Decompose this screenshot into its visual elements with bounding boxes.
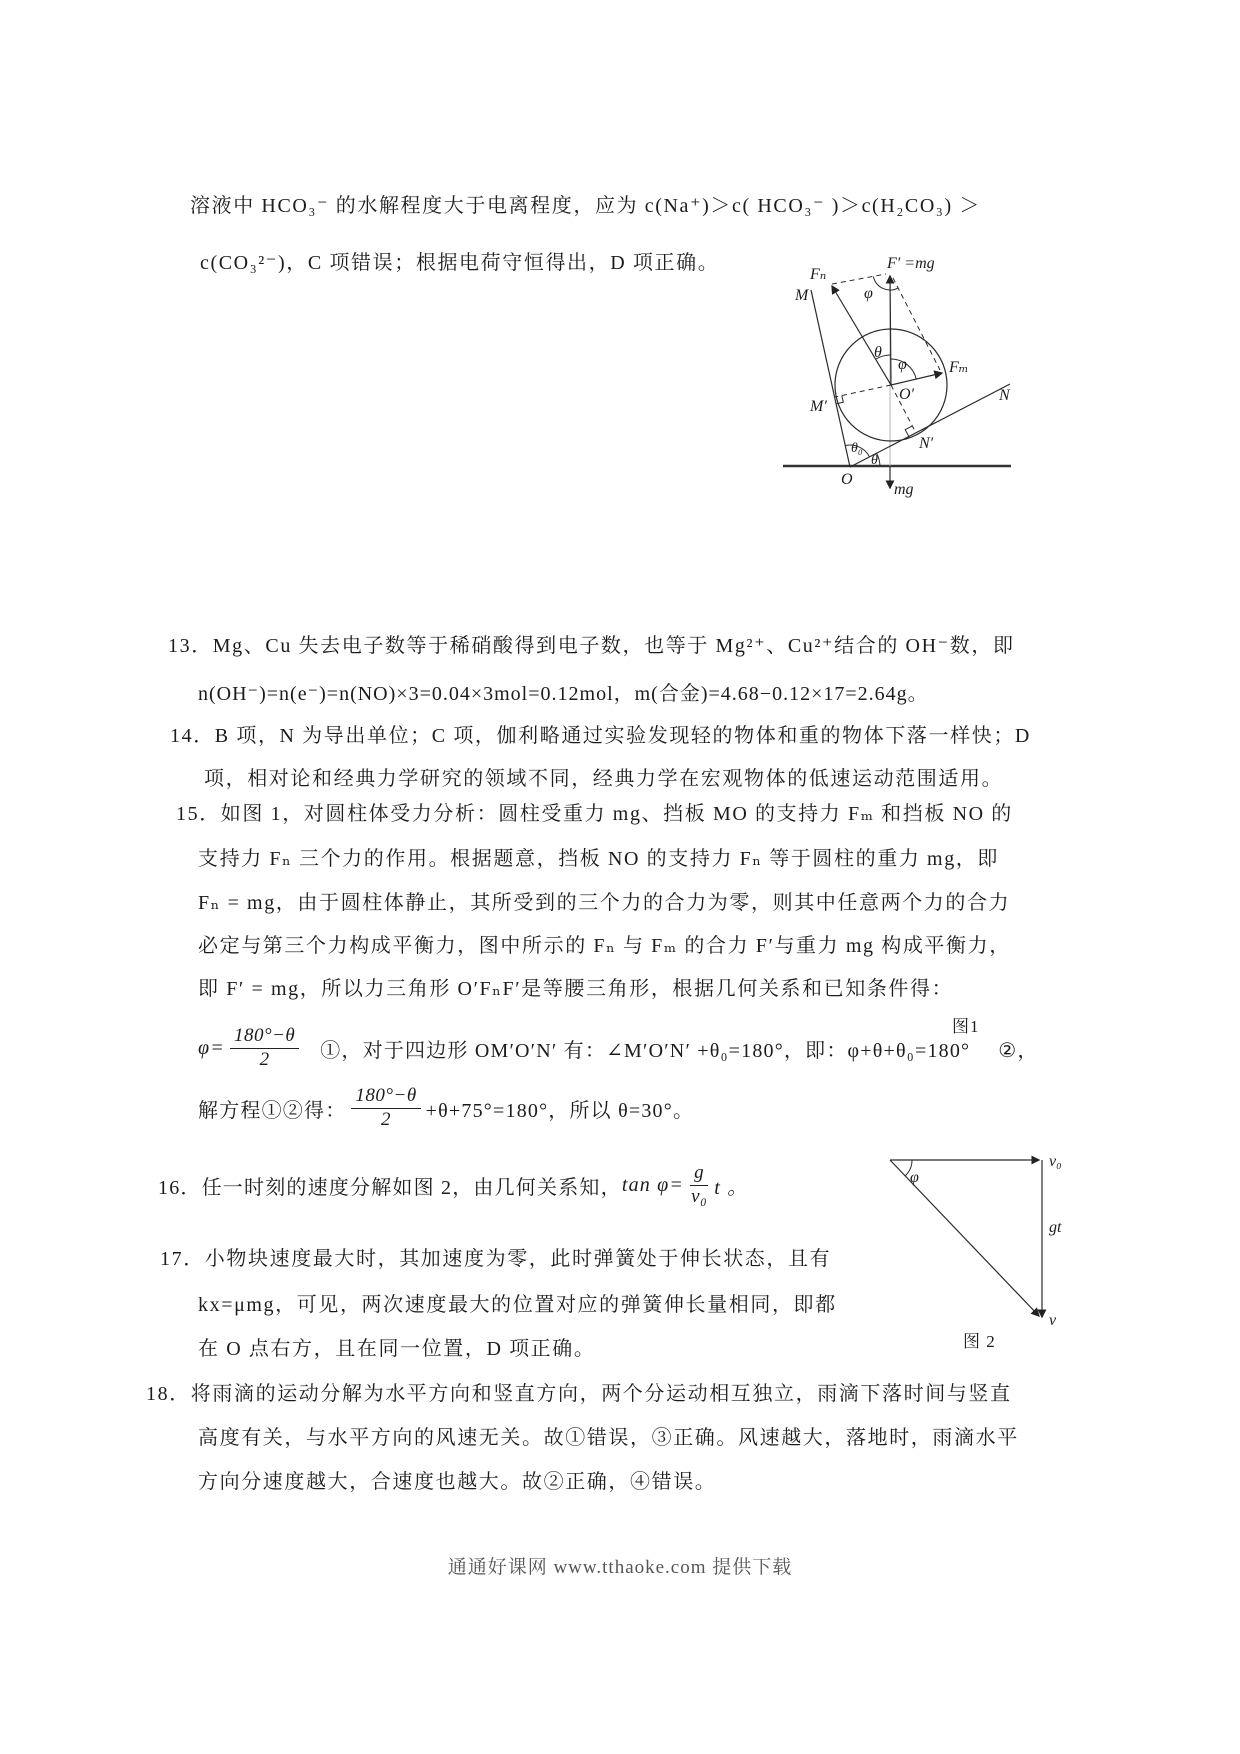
item-16-fraction: [689, 1162, 709, 1208]
fig1-label-M: M: [795, 287, 809, 304]
fig1-label-theta-top: θ: [874, 344, 882, 361]
item-16-line: [158, 1158, 748, 1212]
figure-2-caption: 图 2: [963, 1332, 996, 1351]
eq-fraction: [230, 1025, 299, 1071]
solve-fraction-denominator: 2: [381, 1108, 392, 1130]
fig1-label-theta0: θ₀: [851, 441, 863, 456]
fig2-label-phi: φ: [910, 1169, 919, 1186]
solve-suffix: +θ+75°=180°，所以 θ=30°。: [425, 1099, 695, 1122]
item-15-line-1: 15．如图 1，对圆柱体受力分析：圆柱受重力 mg、挡板 MO 的支持力 Fₘ 和挡板 NO 的: [176, 803, 1013, 825]
eq-middle-text: ①，对于四边形 OM′O′N′ 有：∠M′O′N′ +θ₀=180°，即：φ+θ+θ₀=180°: [320, 1039, 971, 1062]
item-15-line-4: 必定与第三个力构成平衡力，图中所示的 Fₙ 与 Fₘ 的合力 F′与重力 mg 构成平衡力，: [198, 935, 1011, 957]
item-16-tan-phi: tan φ=: [621, 1173, 685, 1196]
fig1-label-FN: Fₙ: [810, 266, 827, 283]
fig2-label-v0: v₀: [1049, 1153, 1062, 1170]
fig1-label-O-prime: O′: [899, 386, 915, 403]
eq-phi-equals: φ=: [198, 1036, 225, 1059]
eq-fraction-numerator: 180°−θ: [230, 1025, 299, 1048]
eq-fraction-denominator: 2: [259, 1048, 270, 1070]
fig1-arc-phi-top: [873, 277, 898, 290]
fig1-label-FM: Fₘ: [949, 359, 969, 376]
item-14-line-2: 项，相对论和经典力学研究的领域不同，经典力学在宏观物体的低速运动范围适用。: [204, 768, 1004, 790]
item-15-solve-line: [198, 1078, 694, 1138]
fig1-label-mg: mg: [894, 481, 914, 498]
fig1-label-Fprime-mg: F′ =mg: [887, 255, 935, 272]
item-13-line-2: n(OH⁻)=n(e⁻)=n(NO)×3=0.04×3mol=0.12mol，m(合金)=4.68−0.12×17=2.64g。: [198, 683, 929, 705]
fig1-radius-Mp: [835, 385, 891, 397]
fig1-label-N-prime: N′: [919, 435, 934, 452]
item-18-line-3: 方向分速度越大，合速度也越大。故②正确，④错误。: [198, 1471, 717, 1493]
figure-2-diagram: [860, 1125, 1072, 1360]
fig1-label-M-prime: M′: [810, 398, 827, 415]
item-17-line-3: 在 O 点右方，且在同一位置，D 项正确。: [198, 1338, 596, 1360]
item-18-line-1: 18．将雨滴的运动分解为水平方向和竖直方向，两个分运动相互独立，雨滴下落时间与竖直: [146, 1383, 1012, 1405]
item-16-fraction-denominator: v₀: [691, 1185, 708, 1207]
fig2-label-v: v: [1049, 1312, 1057, 1329]
item-17-line-1: 17．小物块速度最大时，其加速度为零，此时弹簧处于伸长状态，且有: [160, 1248, 832, 1270]
solve-prefix: 解方程①②得：: [198, 1099, 347, 1122]
fig2-label-gt: gt: [1049, 1219, 1062, 1236]
fig1-force-FN-arrow: [832, 286, 891, 385]
fig1-label-phi-center: φ: [898, 356, 907, 373]
item-15-line-2: 支持力 Fₙ 三个力的作用。根据题意，挡板 NO 的支持力 Fₙ 等于圆柱的重力 mg，即: [198, 848, 999, 870]
figure-1-caption: 图1: [952, 1017, 980, 1036]
item-15-line-5: 即 F′ = mg，所以力三角形 O′FₙF′是等腰三角形，根据几何关系和已知条件得：: [198, 978, 954, 1000]
solve-fraction-numerator: 180°−θ: [351, 1085, 420, 1108]
item-16-text: 16．任一时刻的速度分解如图 2，由几何关系知，: [158, 1176, 622, 1199]
item-16-suffix: t 。: [714, 1176, 749, 1199]
footer-watermark: 通通好课网 www.tthaoke.com 提供下载: [447, 1557, 793, 1578]
intro-line-2: c(CO₃²⁻)，C 项错误；根据电荷守恒得出，D 项正确。: [200, 252, 720, 274]
fig1-label-N: N: [999, 387, 1010, 404]
fig1-board-M: [811, 290, 850, 467]
item-13-line-1: 13．Mg、Cu 失去电子数等于稀硝酸得到电子数，也等于 Mg²⁺、Cu²⁺结合的 OH⁻数，即: [168, 635, 1015, 657]
eq-tag-2: ②，: [998, 1039, 1039, 1062]
fig1-label-theta-ground: θ: [871, 453, 878, 468]
fig1-label-O: O: [841, 471, 853, 488]
figure-1-diagram: [693, 222, 1015, 514]
solve-fraction: [351, 1085, 420, 1131]
item-18-line-2: 高度有关，与水平方向的风速无关。故①错误，③正确。风速越大，落地时，雨滴水平: [198, 1427, 1019, 1449]
fig1-parallelogram-side-1: [832, 274, 886, 284]
item-16-fraction-numerator: g: [690, 1162, 708, 1185]
fig1-label-phi-top: φ: [864, 285, 873, 302]
item-14-line-1: 14．B 项，N 为导出单位；C 项，伽利略通过实验发现轻的物体和重的物体下落一样快；D: [170, 725, 1031, 747]
item-17-line-2: kx=μmg，可见，两次速度最大的位置对应的弹簧伸长量相同，即都: [198, 1294, 837, 1316]
item-15-line-3: Fₙ = mg，由于圆柱体静止，其所受到的三个力的合力为零，则其中任意两个力的合力: [198, 892, 1011, 914]
intro-line-1: 溶液中 HCO₃⁻ 的水解程度大于电离程度，应为 c(Na⁺)＞c( HCO₃⁻ )＞c(H₂CO₃) ＞: [190, 195, 981, 217]
item-15-equation-line: [198, 1018, 1039, 1078]
